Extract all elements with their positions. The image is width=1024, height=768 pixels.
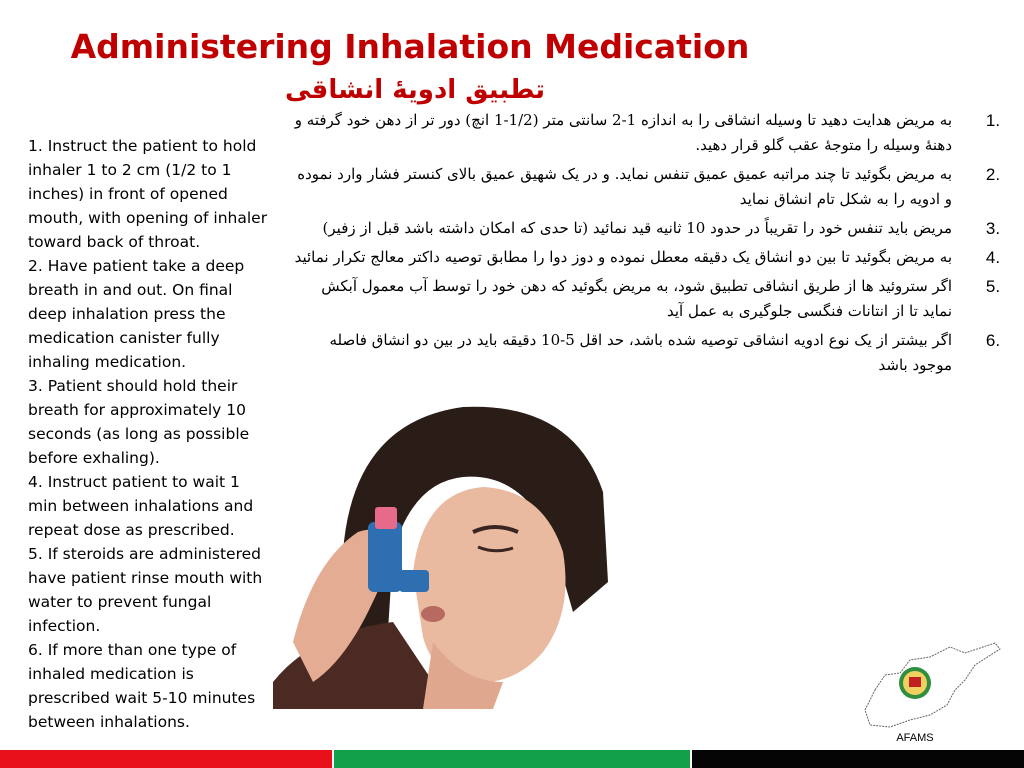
persian-step-2 [288, 162, 1008, 212]
step-number: 5. [985, 277, 1001, 296]
step-text: اگر ستروئید ها از طریق انشاقی تطبیق شود، به مریض بگوئید که دهن خود را توسط آب معمول آبکش نماید تا از انتانات فنگسی جلوگیری به عمل آید [321, 277, 952, 320]
english-instructions [28, 134, 272, 734]
footer-bar-red [0, 750, 332, 768]
step-text: مریض باید تنفس خود را تقریباً در حدود 10 ثانیه قید نمائید (تا حدی که امکان داشته باشد قبل از زفیر) [322, 219, 952, 237]
english-step-2: 2. Have patient take a deep breath in and out. On final deep inhalation press the medication canister fully inhaling medication. [28, 257, 245, 371]
english-step-1: 1. Instruct the patient to hold inhaler 1 to 2 cm (1/2 to 1 inches) in front of opened mouth, with opening of inhaler toward back of throat. [28, 137, 268, 251]
afams-label: AFAMS [896, 732, 934, 744]
step-text: به مریض بگوئید تا چند مراتبه عمیق عمیق تنفس نماید. و در یک شهیق عمیق بالای کنستر فشار وارد نموده و ادویه را به شکل تام انشاق نماید [297, 165, 952, 208]
step-text: اگر بیشتر از یک نوع ادویه انشاقی توصیه شده باشد، حد اقل 5-10 دقیقه باید در بین دو انشاق فاصله موجود باشد [329, 331, 952, 374]
english-step-6: 6. If more than one type of inhaled medication is prescribed wait 5-10 minutes between inhalations. [28, 641, 256, 731]
map-outline-icon [855, 635, 1005, 735]
english-step-4: 4. Instruct patient to wait 1 min between inhalations and repeat dose as prescribed. [28, 473, 254, 539]
footer-bar-black [692, 750, 1024, 768]
english-step-5: 5. If steroids are administered have patient rinse mouth with water to prevent fungal infection. [28, 545, 263, 635]
persian-step-4 [288, 245, 1008, 270]
step-number: 1. [985, 111, 1001, 130]
step-text: به مریض هدایت دهید تا وسیله انشاقی را به اندازه 1-2 سانتی متر (1/2-1 انچ) دور تر از دهن خود گرفته و دهنهٔ وسیله را متوجهٔ عقب گلو قرار دهید. [294, 111, 952, 154]
persian-step-1 [288, 108, 1008, 158]
slide-title-persian: تطبیق ادویهٔ انشاقی [284, 75, 546, 105]
step-number: 6. [985, 331, 1001, 350]
persian-step-6 [288, 328, 1008, 378]
step-number: 2. [985, 165, 1001, 184]
footer-bar-green [334, 750, 690, 768]
photo-illustration [273, 382, 633, 709]
afghanistan-map-logo [855, 635, 1005, 735]
persian-instructions [288, 108, 1008, 382]
slide-title-english: Administering Inhalation Medication [70, 27, 750, 66]
english-step-3: 3. Patient should hold their breath for approximately 10 seconds (as long as possible before exhaling). [28, 377, 250, 467]
step-text: به مریض بگوئید تا بین دو انشاق یک دقیقه معطل نموده و دوز دوا را مطابق توصیه داکتر معالج تکرار نمائید [294, 248, 952, 266]
step-number: 4. [985, 248, 1001, 267]
step-number: 3. [985, 219, 1001, 238]
inhaler-patient-photo [273, 382, 633, 709]
persian-step-5 [288, 274, 1008, 324]
persian-step-3 [288, 216, 1008, 241]
